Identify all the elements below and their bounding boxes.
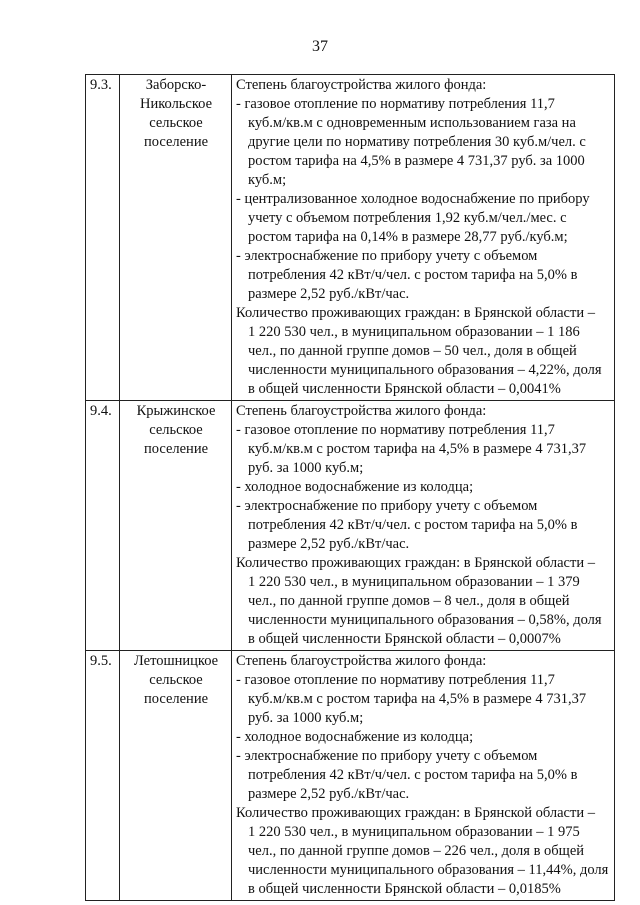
description-line: чел., по данной группе домов – 8 чел., доля в общей	[248, 593, 570, 609]
description-line: Количество проживающих граждан: в Брянской области –	[236, 805, 595, 821]
description-line: куб.м;	[248, 172, 287, 188]
description-line: Количество проживающих граждан: в Брянской области –	[236, 555, 595, 571]
description-line: численности муниципального образования – 11,44%, доля	[248, 862, 609, 878]
description-cell	[232, 75, 615, 401]
table-body	[86, 75, 615, 901]
settlement-name-line: поселение	[143, 691, 209, 707]
description-line: Степень благоустройства жилого фонда:	[236, 77, 487, 93]
description-line: - газовое отопление по нормативу потребления 11,7	[236, 422, 555, 438]
description-cell	[232, 401, 615, 651]
description-line: другие цели по нормативу потребления 30 куб.м/чел. с	[248, 134, 586, 150]
table-row	[86, 401, 615, 651]
settlement-name-line: Крыжинское	[136, 403, 216, 419]
description-line: - холодное водоснабжение из колодца;	[236, 729, 474, 745]
description-line: куб.м/кв.м с ростом тарифа на 4,5% в размере 4 731,37	[248, 691, 587, 707]
description-line: - электроснабжение по прибору учету с объемом	[236, 248, 538, 264]
description-line: ростом тарифа на 0,14% в размере 28,77 руб./куб.м;	[248, 229, 568, 245]
description-line: - газовое отопление по нормативу потребления 11,7	[236, 672, 555, 688]
row-number: 9.3.	[86, 75, 120, 401]
description-line: - холодное водоснабжение из колодца;	[236, 479, 474, 495]
description-line: учету с объемом потребления 1,92 куб.м/чел./мес. с	[248, 210, 567, 226]
settlement-name-cell	[120, 75, 232, 401]
description-line: размере 2,52 руб./кВт/час.	[248, 536, 410, 552]
description-line: в общей численности Брянской области – 0,0185%	[248, 881, 561, 897]
row-number: 9.5.	[86, 651, 120, 901]
description-line: Количество проживающих граждан: в Брянской области –	[236, 305, 595, 321]
description-line: численности муниципального образования – 0,58%, доля	[248, 612, 602, 628]
description-line: Степень благоустройства жилого фонда:	[236, 403, 487, 419]
settlement-name-cell	[120, 651, 232, 901]
description-line: 1 220 530 чел., в муниципальном образовании – 1 186	[248, 324, 580, 340]
description-line: чел., по данной группе домов – 50 чел., доля в общей	[248, 343, 577, 359]
settlement-name-line: Заборско-	[145, 77, 207, 93]
table-row	[86, 651, 615, 901]
description-line: руб. за 1000 куб.м;	[248, 460, 364, 476]
description-line: численности муниципального образования – 4,22%, доля	[248, 362, 602, 378]
description-line: ростом тарифа на 4,5% в размере 4 731,37 руб. за 1000	[248, 153, 585, 169]
description-line: в общей численности Брянской области – 0,0007%	[248, 631, 561, 647]
description-line: чел., по данной группе домов – 226 чел., доля в общей	[248, 843, 585, 859]
description-line: в общей численности Брянской области – 0,0041%	[248, 381, 561, 397]
description-line: куб.м/кв.м с ростом тарифа на 4,5% в размере 4 731,37	[248, 441, 587, 457]
description-line: потребления 42 кВт/ч/чел. с ростом тарифа на 5,0% в	[248, 517, 578, 533]
settlement-name-line: Никольское	[139, 96, 213, 112]
settlement-name-line: сельское	[149, 422, 203, 438]
description-line: куб.м/кв.м с одновременным использованием газа на	[248, 115, 576, 131]
description-line: потребления 42 кВт/ч/чел. с ростом тарифа на 5,0% в	[248, 267, 578, 283]
description-line: размере 2,52 руб./кВт/час.	[248, 286, 410, 302]
description-line: - электроснабжение по прибору учету с объемом	[236, 748, 538, 764]
description-line: - централизованное холодное водоснабжение по прибору	[236, 191, 590, 207]
settlements-table	[85, 74, 615, 901]
settlement-name-line: сельское	[149, 672, 203, 688]
page-number: 37	[312, 38, 328, 55]
description-line: - электроснабжение по прибору учету с объемом	[236, 498, 538, 514]
settlement-name-line: сельское	[149, 115, 203, 131]
description-line: размере 2,52 руб./кВт/час.	[248, 786, 410, 802]
table-row	[86, 75, 615, 401]
settlement-name-line: Летошницкое	[133, 653, 219, 669]
description-cell	[232, 651, 615, 901]
description-line: 1 220 530 чел., в муниципальном образовании – 1 379	[248, 574, 580, 590]
description-line: Степень благоустройства жилого фонда:	[236, 653, 487, 669]
description-line: руб. за 1000 куб.м;	[248, 710, 364, 726]
row-number: 9.4.	[86, 401, 120, 651]
description-line: потребления 42 кВт/ч/чел. с ростом тарифа на 5,0% в	[248, 767, 578, 783]
description-line: - газовое отопление по нормативу потребления 11,7	[236, 96, 555, 112]
description-line: 1 220 530 чел., в муниципальном образовании – 1 975	[248, 824, 580, 840]
settlement-name-line: поселение	[143, 441, 209, 457]
settlement-name-line: поселение	[143, 134, 209, 150]
settlement-name-cell	[120, 401, 232, 651]
